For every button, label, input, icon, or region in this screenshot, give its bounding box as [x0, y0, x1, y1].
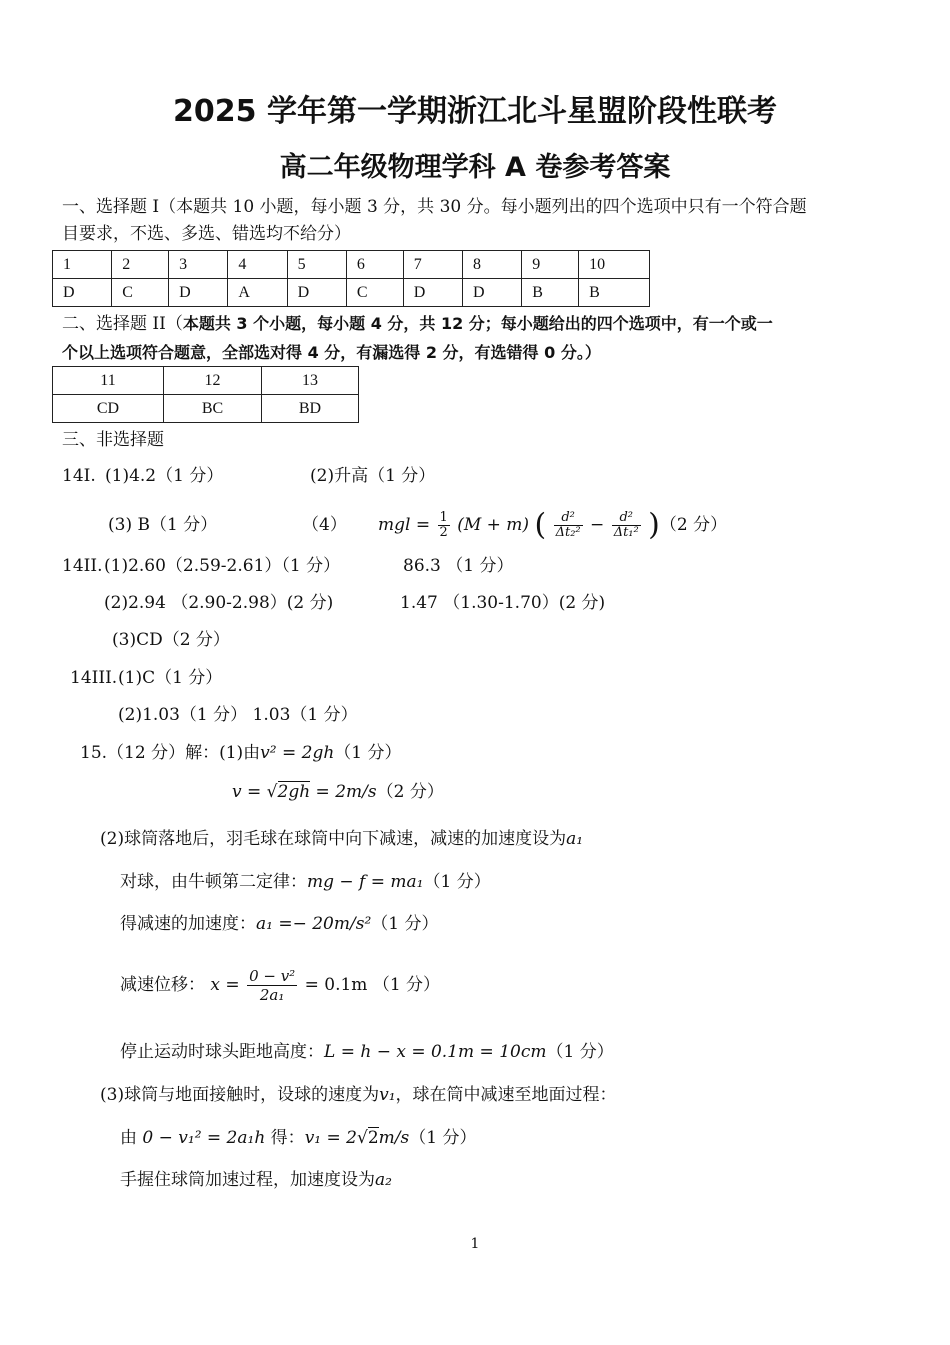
- section1-intro-line1: 一、选择题 I（本题共 10 小题，每小题 3 分，共 30 分。每小题列出的四个选项中只有一个符合题: [62, 197, 807, 217]
- q14II-line1a: (1)2.60（2.59-2.61）（1 分）: [104, 556, 341, 576]
- q15-hand-accel: 手握住球筒加速过程，加速度设为a₂: [120, 1170, 392, 1190]
- table-cell: B: [522, 279, 579, 307]
- section3-heading: 三、非选择题: [62, 430, 164, 450]
- q14I-label: 14I.: [62, 466, 96, 486]
- q14I-part1: (1)4.2（1 分）: [105, 466, 224, 486]
- table-cell: D: [462, 279, 521, 307]
- q14II-line2b: 1.47 （1.30-1.70）(2 分): [400, 593, 606, 613]
- q15-velocity-v1: 由 0 − v₁² = 2a₁h 得：v₁ = 2√2m/s（1 分）: [120, 1128, 477, 1148]
- table-cell: 11: [53, 367, 164, 395]
- page-subtitle: 高二年级物理学科 A 卷参考答案: [279, 152, 671, 183]
- q14II-label: 14II.: [62, 556, 103, 576]
- table-cell: 5: [287, 251, 346, 279]
- table-cell: BC: [164, 395, 262, 423]
- table-cell: D: [53, 279, 112, 307]
- q15-velocity-equation: v = √2gh = 2m/s（2 分）: [232, 782, 444, 802]
- section2-intro-line2: 个以上选项符合题意，全部选对得 4 分，有漏选得 2 分，有选错得 0 分。）: [62, 343, 601, 362]
- section2-intro-line1: [62, 311, 773, 337]
- q15-displacement: 减速位移： x = $\frac{\text{0 − v²}}{\text{2a₁}}$ = 0.1m （1 分）: [120, 967, 441, 1004]
- table-cell: D: [169, 279, 228, 307]
- q14III-line1: (1)C（1 分）: [118, 668, 223, 688]
- table-row: [53, 395, 359, 423]
- table-row: [53, 367, 359, 395]
- section1-intro-line2: 目要求，不选、多选、错选均不给分）: [62, 224, 351, 244]
- q15-deceleration: 得减速的加速度：a₁ =− 20m/s²（1 分）: [120, 914, 439, 934]
- q15-part3-intro: (3)球筒与地面接触时，设球的速度为v₁，球在筒中减速至地面过程：: [100, 1085, 617, 1105]
- table-cell: 1: [53, 251, 112, 279]
- table-cell: 2: [112, 251, 169, 279]
- table-cell: 6: [346, 251, 403, 279]
- q14I-part3: (3) B（1 分）: [108, 515, 218, 535]
- table-cell: C: [112, 279, 169, 307]
- table-cell: CD: [53, 395, 164, 423]
- q14II-line2a: (2)2.94 （2.90-2.98）(2 分): [104, 593, 334, 613]
- table-cell: C: [346, 279, 403, 307]
- q14III-line2: (2)1.03（1 分） 1.03（1 分）: [118, 705, 358, 725]
- table-cell: 9: [522, 251, 579, 279]
- table-cell: BD: [262, 395, 359, 423]
- section2-answer-table: [52, 366, 359, 423]
- section2-rules: 本题共 3 个小题，每小题 4 分，共 12 分；每小题给出的四个选项中，有一个或一: [182, 314, 773, 333]
- table-cell: B: [579, 279, 650, 307]
- q14II-line3: (3)CD（2 分）: [112, 630, 230, 650]
- table-cell: D: [287, 279, 346, 307]
- q15-part2-intro: (2)球筒落地后，羽毛球在球筒中向下减速，减速的加速度设为a₁: [100, 829, 584, 849]
- table-cell: 13: [262, 367, 359, 395]
- table-cell: 4: [228, 251, 287, 279]
- table-row: [53, 251, 650, 279]
- table-cell: 12: [164, 367, 262, 395]
- table-cell: A: [228, 279, 287, 307]
- q15-header: 15.（12 分）解：(1)由v² = 2gh（1 分）: [80, 743, 402, 763]
- section2-heading: 二、选择题 II（: [62, 314, 183, 334]
- table-cell: 7: [403, 251, 462, 279]
- q14I-part2: (2)升高（1 分）: [310, 466, 436, 486]
- table-cell: 3: [169, 251, 228, 279]
- table-cell: 10: [579, 251, 650, 279]
- q14I-part4-formula: mgl = $\frac{1}{2}$ (M + m) ( $\frac{\text{d²}}{\text{Δt₂²}}$ − $\frac{\text{d²}}{\text{Δt₁²}}$ )（2 分）: [378, 507, 728, 543]
- table-cell: D: [403, 279, 462, 307]
- page-number: 1: [470, 1236, 480, 1252]
- table-row: [53, 279, 650, 307]
- table-cell: 8: [462, 251, 521, 279]
- q14II-line1b: 86.3 （1 分）: [403, 556, 514, 576]
- page-title: 2025 学年第一学期浙江北斗星盟阶段性联考: [173, 94, 777, 129]
- q14III-label: 14III.: [70, 668, 118, 688]
- q14I-part4-label: （4）: [302, 515, 347, 535]
- section1-answer-table: [52, 250, 650, 307]
- q15-stop-height: 停止运动时球头距地高度：L = h − x = 0.1m = 10cm（1 分）: [120, 1042, 614, 1062]
- q15-newton-law: 对球，由牛顿第二定律：mg − f = ma₁（1 分）: [120, 872, 491, 892]
